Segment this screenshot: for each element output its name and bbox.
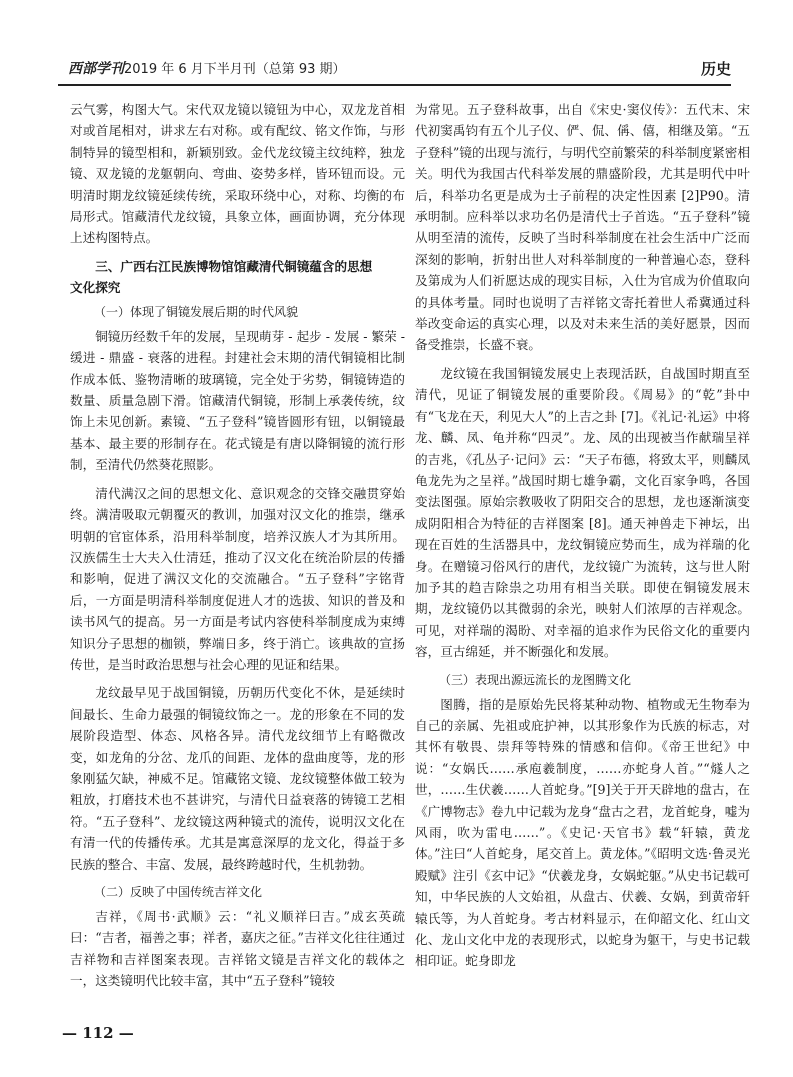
journal-name: 西部学刊 xyxy=(68,61,124,77)
paragraph: 龙纹镜在我国铜镜发展史上表现活跃，自战国时期直至清代，见证了铜镜发展的重要阶段。《周易》的“乾”卦中有“飞龙在天，利见大人”的上吉之卦 [7]。《礼记·礼运》中将龙、麟、凤、龟并称“四灵”。龙、凤的出现被当作献瑞呈祥的吉兆，《孔丛子·记问》云：“天子布德，将致太平，则麟凤龟龙先为之呈祥。”战国时期七雄争霸，文化百家争鸣，各国变法图强。原始宗教吸收了阴阳交合的思想，龙也逐渐演变成阴阳相合为特征的吉祥图案 [8]。通天神兽走下神坛，出现在百姓的生活器具中，龙纹铜镜应势而生，成为祥瑞的化身。在赠镜习俗风行的唐代，龙纹镜广为流转，这与世人附加予其的趋吉除祟之功用有相当关联。即使在铜镜发展末期，龙纹镜仍以其微弱的余光，映射人们浓厚的吉祥观念。可见，对祥瑞的渴盼、对幸福的追求作为民俗文化的重要内容，亘古绵延，并不断强化和发展。 xyxy=(415,365,750,660)
section-heading: 三、广西右江民族博物馆馆藏清代铜镜蕴含的思想 文化探究 xyxy=(70,258,373,295)
paragraph: 龙纹最早见于战国铜镜，历朝历代变化不休，是延续时间最长、生命力最强的铜镜纹饰之一。龙的形象在不同的发展阶段造型、体态、风格各异。清代龙纹细节上有略微改变，如龙角的分岔、龙爪的间距、龙体的盘曲度等，龙的形象刚猛欠缺，神威不足。馆藏铭文镜、龙纹镜整体做工较为粗放，打磨技术也不甚讲究，与清代日益衰落的铸镜工艺相符。“五子登科”、龙纹镜这两种镜式的流传，说明汉文化在有清一代的传播传承。尤其是寓意深厚的龙文化，得益于多民族的整合、丰富、发展，最终跨越时代，生机勃勃。 xyxy=(70,685,405,872)
paragraph: 为常见。五子登科故事，出自《宋史·窦仪传》：五代末、宋代初窦禹钧有五个儿子仪、俨、侃、偁、僖，相继及第。“五子登科”镜的出现与流行，与明代空前繁荣的科举制度紧密相关。明代为我国古代科举发展的鼎盛阶段，尤其是明代中叶后，科举功名更是成为士子前程的决定性因素 [2]P90。清承明制。应科举以求功名仍是清代士子首选。“五子登科”镜从明至清的流传，反映了当时科举制度在社会生活中广泛而深刻的影响，折射出世人对科举制度的一种普遍心态，登科及第成为人们祈愿达成的现实目标，入仕为官成为价值取向的具体考量。同时也说明了吉祥铭文寄托着世人希冀通过科举改变命运的真实心理，以及对未来生活的美好愿景，因而备受推崇，长盛不衰。 xyxy=(415,102,750,353)
page-number: — 112 — xyxy=(62,1024,134,1042)
paragraph: 云气雾，构图大气。宋代双龙镜以镜钮为中心，双龙龙首相对或首尾相对，讲求左右对称。或有配纹、铭文作饰，与形制特异的镜型相和，新颖别致。金代龙纹镜主纹纯粹，独龙镜、双龙镜的龙躯朝向、弯曲、姿势多样，皆环钮而设。元明清时期龙纹镜延续传统，采取环绕中心，对称、均衡的布局形式。馆藏清代龙纹镜，具象立体，画面协调，充分体现上述构图特点。 xyxy=(70,102,405,246)
right-column xyxy=(415,99,750,979)
section-tag: 历史 xyxy=(700,60,731,78)
page-header xyxy=(58,56,731,86)
paragraph: 清代满汉之间的思想文化、意识观念的交锋交融贯穿始终。满清吸取元朝覆灭的教训，加强对汉文化的推崇，继承明朝的官宦体系，沿用科举制度，培养汉族人才为其所用。汉族儒生士大夫入仕清廷，推动了汉文化在统治阶层的传播和影响，促进了满汉文化的交流融合。“五子登科”字铭背后，一方面是明清科举制度促进人才的选拔、知识的普及和读书风气的提高。另一方面是考试内容使科举制度成为束缚知识分子思想的枷锁，弊端日多，终于消亡。该典故的宣扬传世，是当时政治思想与社会心理的见证和结果。 xyxy=(70,485,405,672)
paragraph: 铜镜历经数千年的发展，呈现萌芽 - 起步 - 发展 - 繁荣 - 缓进 - 鼎盛 - 衰落的进程。封建社会末期的清代铜镜相比制作成本低、鉴物清晰的玻璃镜，完全处于劣势，铜镜铸造的数量、质量急剧下滑。馆藏清代铜镜，形制上承袭传统，纹饰上未见创新。素镜、“五子登科”镜皆圆形有钮，以铜镜最基本、最主要的形制存在。花式镜是有唐以降铜镜的流行形制，至清代仍然葵花照影。 xyxy=(70,328,405,473)
paragraph: 图腾，指的是原始先民将某种动物、植物或无生物奉为自己的亲属、先祖或庇护神，以其形象作为氏族的标志，对其怀有敬畏、崇拜等特殊的情感和信仰。《帝王世纪》中说：“女娲氏……承庖羲制度，……亦蛇身人首。”“燧人之世，……生伏羲……人首蛇身。”[9]关于开天辟地的盘古，在《广博物志》卷九中记载为龙身“盘古之君，龙首蛇身，嘘为风雨，吹为雷电……”。《史记·天官书》载“轩辕，黄龙体。”注曰“人首蛇身，尾交首上。黄龙体。”《昭明文选·鲁灵光殿赋》注引《玄中记》“伏羲龙身，女娲蛇躯。”从史书记载可知，中华民族的人文始祖，从盘古、伏羲、女娲，到黄帝轩辕氏等，为人首蛇身。考古材料显示，在仰韶文化、红山文化、龙山文化中龙的表现形式，以蛇身为躯干，与史书记载相印证。蛇身即龙 xyxy=(415,696,750,969)
subsection-heading: （一）体现了铜镜发展后期的时代风貌 xyxy=(94,304,299,319)
subsection-heading: （二）反映了中国传统吉祥文化 xyxy=(94,885,263,899)
subsection-heading: （三）表现出源远流长的龙图腾文化 xyxy=(439,672,632,687)
journal-info xyxy=(68,58,346,78)
issue-text: 2019 年 6 月下半月刊（总第 93 期） xyxy=(124,62,346,77)
paragraph: 吉祥，《周书·武顺》云：“礼义顺祥曰吉。”成玄英疏曰：“吉者，福善之事；祥者，嘉庆之征。”吉祥文化往往通过吉祥物和吉祥图案表现。吉祥铭文镜是吉祥文化的载体之一，这类镜明代比较丰富，其中“五子登科”镜较 xyxy=(70,909,405,989)
left-column xyxy=(70,99,405,999)
